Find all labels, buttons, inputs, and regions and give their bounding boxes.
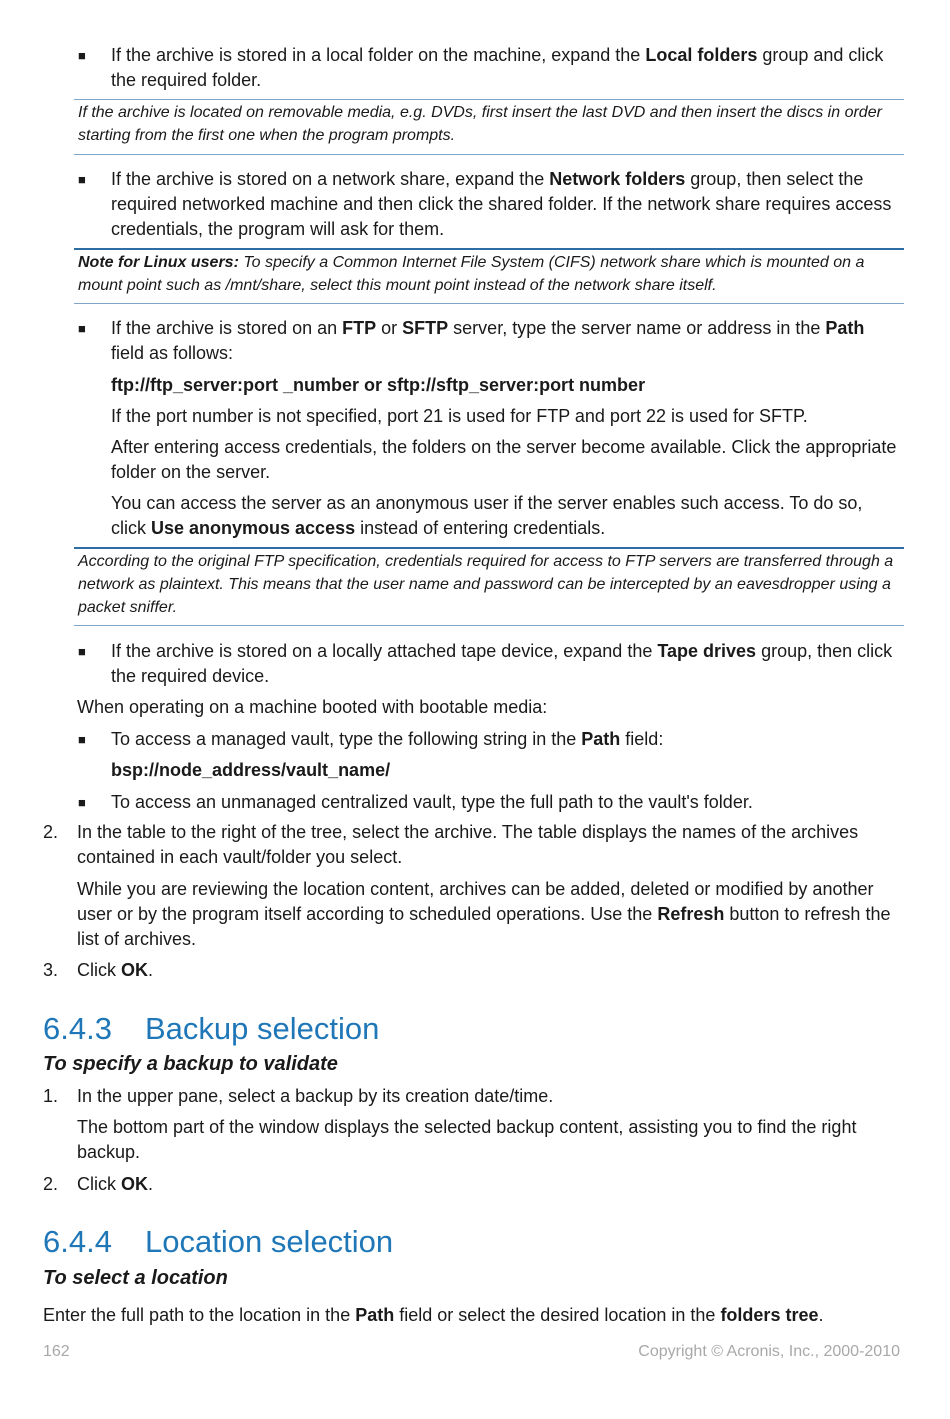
- step-number: 2.: [43, 822, 59, 842]
- ftp-anonymous-text: You can access the server as an anonymous user if the server enables such access. To do so, click Use anonymous access instead of entering credentials.: [111, 493, 863, 538]
- note-text: According to the original FTP specification, credentials required for access to FTP servers are transferred through a network as plaintext. This means that the user name and password can be intercepted by an eavesdropper using a packet sniffer.: [78, 553, 894, 616]
- square-bullet-icon: ■: [78, 732, 86, 747]
- square-bullet-icon: ■: [78, 172, 86, 187]
- bullet-text: If the archive is stored on a locally attached tape device, expand the Tape drives group, then click the required device.: [111, 641, 893, 686]
- bullet-text: If the archive is stored in a local folder on the machine, expand the Local folders group and click the required folder.: [111, 45, 884, 90]
- step-number: 2.: [43, 1174, 59, 1194]
- backup-step-1-detail: The bottom part of the window displays the selected backup content, assisting you to find the right backup.: [77, 1117, 857, 1162]
- note-ftp-plaintext: [74, 547, 904, 626]
- ftp-after-text: After entering access credentials, the folders on the server become available. Click the appropriate folder on the server.: [111, 437, 897, 482]
- step-text: Click OK.: [77, 960, 154, 980]
- ftp-port-text: If the port number is not specified, port 21 is used for FTP and port 22 is used for SFTP.: [111, 406, 808, 426]
- bullet-text: If the archive is stored on a network share, expand the Network folders group, then select the required networked machine and then click the shared folder. If the network share requires access credentials, the program will ask for them.: [111, 169, 892, 239]
- note-text: If the archive is located on removable media, e.g. DVDs, first insert the last DVD and then insert the discs in order starting from the first one when the program prompts.: [78, 104, 882, 144]
- location-instructions: Enter the full path to the location in the Path field or select the desired location in the folders tree.: [43, 1305, 824, 1325]
- copyright-notice: Copyright © Acronis, Inc., 2000-2010: [638, 1343, 900, 1360]
- step-text: Click OK.: [77, 1174, 154, 1194]
- section-heading-location-selection: 6.4.4 Location selection: [43, 1224, 394, 1259]
- bsp-syntax: bsp://node_address/vault_name/: [111, 760, 391, 780]
- bullet-text: To access a managed vault, type the following string in the Path field:: [111, 729, 664, 749]
- subheading-select-location: To select a location: [43, 1267, 228, 1289]
- square-bullet-icon: ■: [78, 644, 86, 659]
- note-linux-users: [74, 248, 904, 304]
- page-number: 162: [43, 1343, 70, 1360]
- note-text: Note for Linux users: To specify a Common Internet File System (CIFS) network share which is mounted on a mount point such as /mnt/share, select this mount point instead of the network share itself.: [78, 254, 865, 294]
- subheading-specify-backup: To specify a backup to validate: [43, 1053, 338, 1075]
- step-text: In the upper pane, select a backup by its creation date/time.: [77, 1086, 554, 1106]
- section-heading-backup-selection: 6.4.3 Backup selection: [43, 1011, 380, 1046]
- bullet-text: To access an unmanaged centralized vault, type the full path to the vault's folder.: [111, 792, 753, 812]
- square-bullet-icon: ■: [78, 795, 86, 810]
- bullet-text: If the archive is stored on an FTP or SFTP server, type the server name or address in the Path field as follows:: [111, 318, 865, 363]
- square-bullet-icon: ■: [78, 321, 86, 336]
- square-bullet-icon: ■: [78, 48, 86, 63]
- ftp-syntax: ftp://ftp_server:port _number or sftp://sftp_server:port number: [111, 375, 646, 395]
- step-2-detail: While you are reviewing the location content, archives can be added, deleted or modified by another user or by the program itself according to scheduled operations. Use the Refresh button to refresh the list of archives.: [77, 879, 891, 949]
- note-removable-media: [74, 99, 904, 155]
- step-text: In the table to the right of the tree, select the archive. The table displays the names of the archives contained in each vault/folder you select.: [77, 822, 859, 867]
- step-number: 3.: [43, 960, 59, 980]
- step-number: 1.: [43, 1086, 59, 1106]
- bootable-media-text: When operating on a machine booted with bootable media:: [77, 697, 548, 717]
